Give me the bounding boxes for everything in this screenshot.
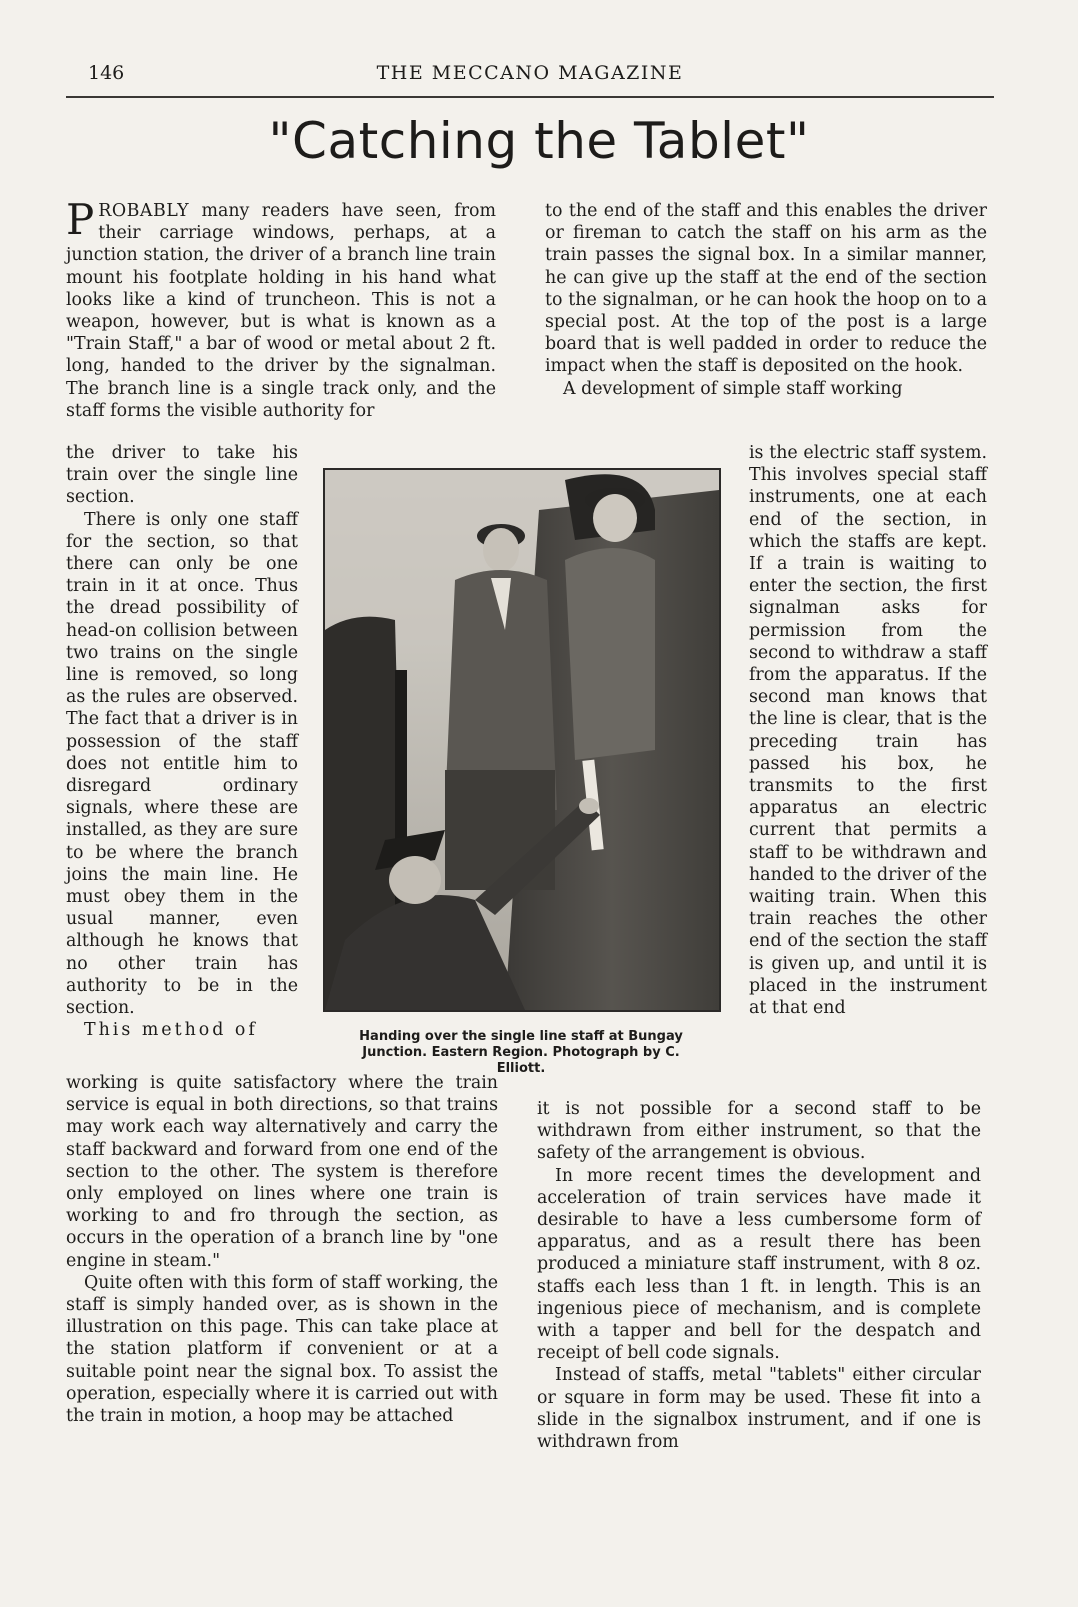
magazine-title: THE MECCANO MAGAZINE bbox=[376, 62, 684, 84]
col2-narrow bbox=[749, 442, 987, 1019]
col1-p2: There is only one staff for the section, so that there can only be one train in it at once. Thus the dread possibility of head-on collision between two trains on the single line is removed, so long as the rules are observed. The fact that a driver is in possession of the staff does not entitle him to disregard ordinary signals, where these are installed, as they are sure to be where the branch joins the main line. He must obey them in the usual manner, even although he knows that no other train has authority to be in the section. bbox=[66, 509, 298, 1019]
caption-line: Junction. Eastern Region. Photograph by C. bbox=[362, 1045, 680, 1060]
col2-narrow-text: is the electric staff system. This involves special staff instruments, one at each end of the section, in which the staffs are kept. If a train is waiting to enter the section, the first signalman asks for permission from the second to withdraw a staff from the apparatus. If the second man knows that the line is clear, that is the preceding train has passed his box, he transmits to the first apparatus an electric current that permits a staff to be withdrawn and handed to the driver of the waiting train. When this train reaches the other end of the section the staff is given up, and until it is placed in the instrument at that end bbox=[749, 443, 987, 1019]
col1-bottom bbox=[66, 1072, 498, 1427]
col2-p3: In more recent times the development and acceleration of train services have made it desirable to have a less cumbersome form of apparatus, and as a result there has been produced a miniature staff instrument, with 8 oz. staffs each less than 1 ft. in length. This is an ingenious piece of mechanism, and is complete with a tapper and bell for the despatch and receipt of bell code signals. bbox=[537, 1165, 981, 1364]
article-title: "Catching the Tablet" bbox=[268, 112, 810, 170]
col1-p3-rest: working is quite satisfactory where the train service is equal in both directions, so that trains may work each way alternatively and carry the staff backward and forward from one end of the section to the other. The system is therefore only employed on lines where one train is working to and fro through the section, as occurs in the operation of a branch line by "one engine in steam." bbox=[66, 1073, 498, 1271]
caption-line: Elliott. bbox=[496, 1061, 546, 1076]
col1-top bbox=[66, 195, 496, 422]
photo-caption bbox=[312, 1029, 730, 1077]
col1-narrow-text: the driver to take his train over the single line section. bbox=[66, 443, 298, 508]
photograph bbox=[323, 468, 721, 1012]
col1-p1-text: many readers have seen, from their carriage windows, perhaps, at a junction station, the driver of a branch line train mount his footplate holding in his hand what looks like a kind of truncheon. This is not a weapon, however, but is what is known as a "Train Staff," a bar of wood or metal about 2 ft. long, handed to the driver by the signalman. The branch line is a single track only, and the staff forms the visible authority for bbox=[66, 201, 496, 421]
col1-narrow bbox=[66, 442, 298, 1041]
header-rule bbox=[66, 96, 994, 98]
col2-p4: Instead of staffs, metal "tablets" either circular or square in form may be used. These fit into a slide in the signalbox instrument, and if one is withdrawn from bbox=[537, 1365, 981, 1453]
col2-p2-start: A development of simple staff working bbox=[563, 378, 903, 399]
running-head bbox=[66, 62, 994, 90]
caption-line: Handing over the single line staff at Bungay bbox=[359, 1029, 683, 1044]
col1-p3-start: This method of bbox=[84, 1020, 258, 1041]
col2-p1: to the end of the staff and this enables the driver or fireman to catch the staff on his arm as the train passes the signal box. In a similar manner, he can give up the staff at the end of the section to the signalman, or he can hook the hoop on to a special post. At the top of the post is a large board that is well padded in order to reduce the impact when the staff is deposited on the hook. bbox=[545, 201, 987, 377]
page-number: 146 bbox=[88, 62, 125, 84]
col2-p2-rest: it is not possible for a second staff to be withdrawn from either instrument, so that the safety of the arrangement is obvious. bbox=[537, 1099, 981, 1164]
col1-p4: Quite often with this form of staff working, the staff is simply handed over, as is shown in the illustration on this page. This can take place at the station platform if convenient or at a suitable point near the signal box. To assist the operation, especially where it is carried out with the train in motion, a hoop may be attached bbox=[66, 1272, 498, 1427]
col2-top bbox=[545, 200, 987, 400]
col2-bottom bbox=[537, 1098, 981, 1453]
photo-illustration bbox=[325, 470, 719, 1010]
drop-cap: P bbox=[66, 195, 95, 244]
lead-smallcaps: ROBABLY bbox=[98, 201, 190, 221]
